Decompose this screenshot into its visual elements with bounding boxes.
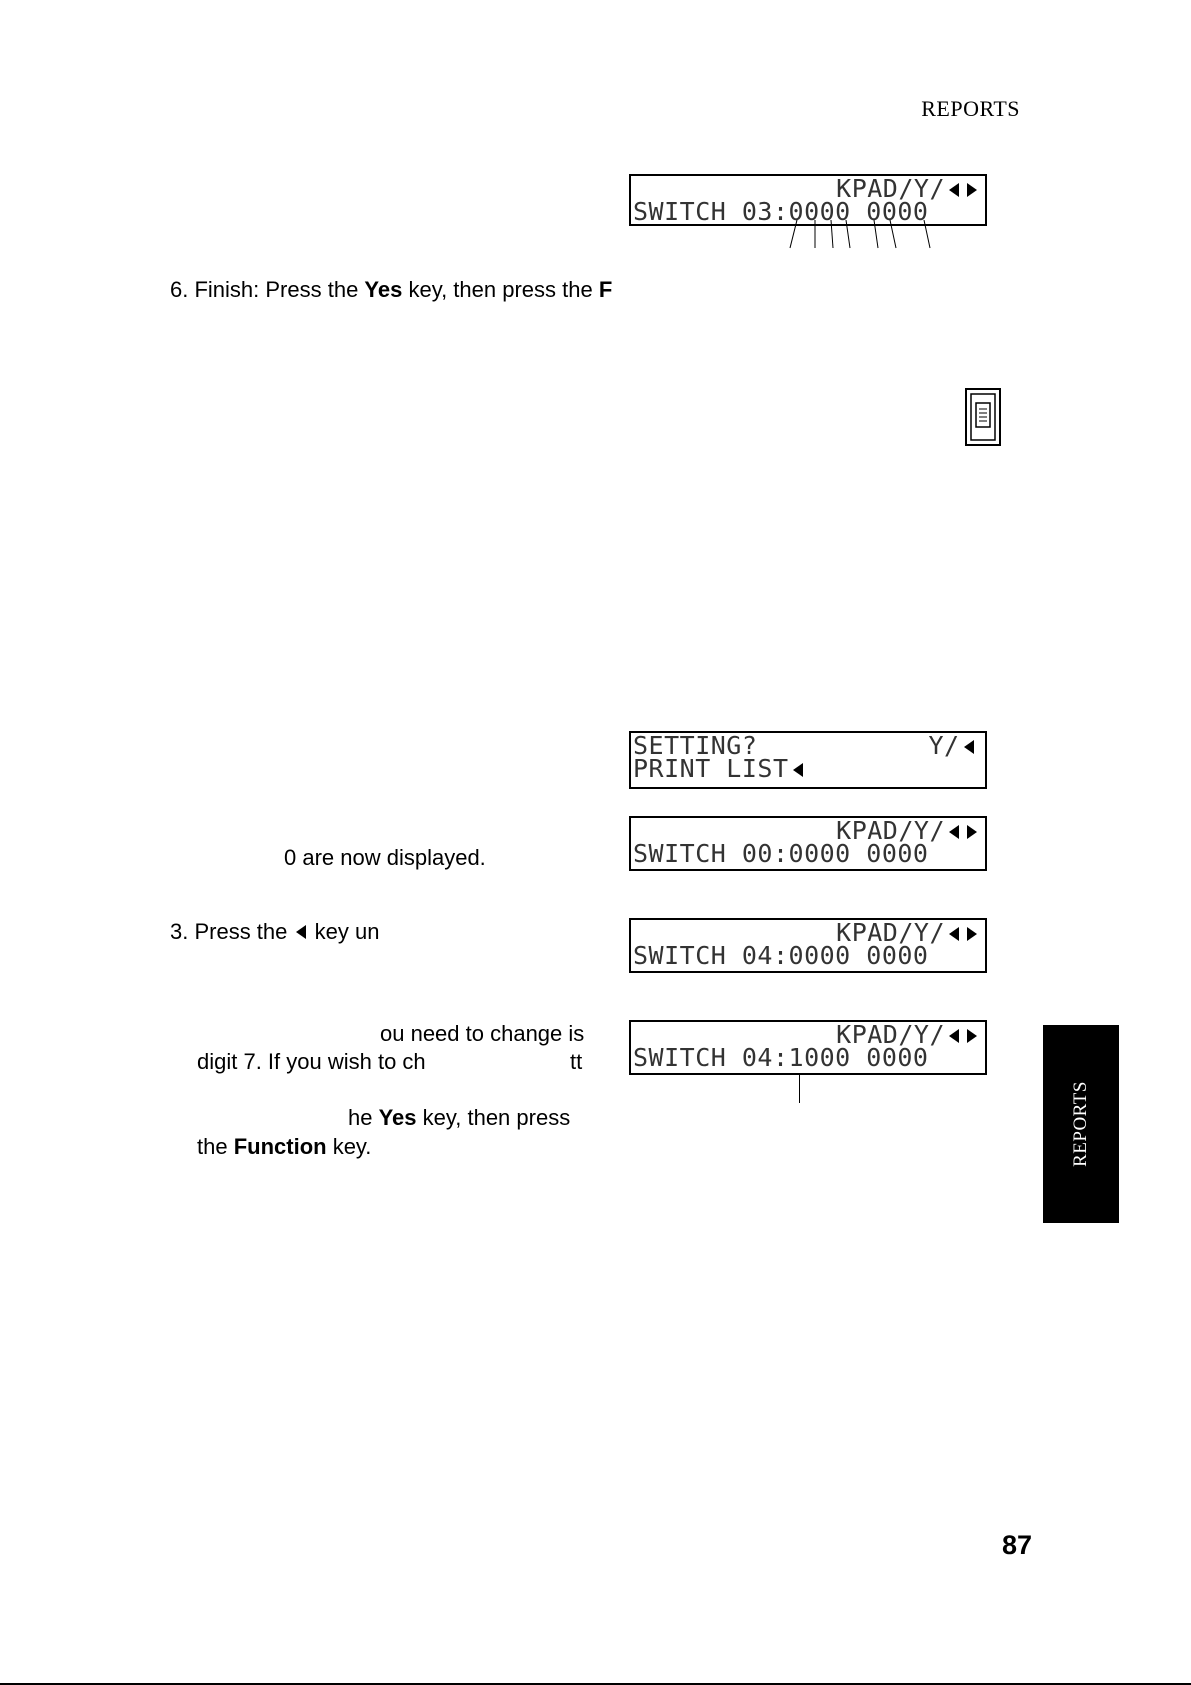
step5-line2: the Function key.: [197, 1134, 372, 1159]
right-arrow-icon: [967, 1029, 977, 1043]
lcd-line1: KPAD/Y/: [836, 174, 945, 203]
yes-key-label: Yes: [364, 277, 403, 302]
left-arrow-icon: [793, 763, 803, 777]
lcd-line1: KPAD/Y/: [836, 1020, 945, 1049]
lcd-line2: SWITCH 04:1000 0000: [633, 1043, 929, 1072]
yes-key-label: Yes: [378, 1105, 417, 1130]
lcd-line1: KPAD/Y/: [836, 816, 945, 845]
right-arrow-icon: [967, 183, 977, 197]
tt-fragment: tt: [570, 1049, 583, 1074]
left-arrow-icon: [949, 927, 959, 941]
change-fragment: ou need to change is: [380, 1021, 585, 1046]
right-arrow-icon: [967, 825, 977, 839]
left-arrow-icon: [949, 825, 959, 839]
lcd-line2: PRINT LIST: [633, 754, 789, 783]
lcd-line2: SWITCH 00:0000 0000: [633, 839, 929, 868]
document-binder-icon: [965, 388, 1001, 446]
lcd-display-switch04: [629, 918, 987, 973]
running-header: REPORTS: [921, 96, 1020, 121]
step3-text: 3. Press the key un: [170, 919, 380, 944]
page-number: 87: [1001, 1530, 1032, 1560]
bit-pointer-lines: [780, 220, 940, 250]
step5-line1: he Yes key, then press: [348, 1105, 571, 1130]
lcd-display-switch03: [629, 174, 987, 226]
lcd-line1: KPAD/Y/: [836, 918, 945, 947]
left-arrow-key-icon: [296, 925, 306, 939]
side-tab-label: REPORTS: [1070, 1081, 1091, 1167]
function-key-label: Function: [233, 1134, 327, 1159]
function-key-label: F: [598, 277, 613, 302]
displayed-text: 0 are now displayed.: [284, 845, 486, 870]
bit-pointer-line: [799, 1075, 800, 1103]
lcd-line2: SWITCH 04:0000 0000: [633, 941, 929, 970]
left-arrow-icon: [949, 183, 959, 197]
digit-fragment: digit 7. If you wish to ch: [197, 1049, 426, 1074]
right-arrow-icon: [967, 927, 977, 941]
lcd-line1: SETTING? Y/: [633, 731, 960, 760]
left-arrow-icon: [949, 1029, 959, 1043]
lcd-display-setting: [629, 731, 987, 789]
step6-text: 6. Finish: Press the Yes key, then press the F: [170, 277, 613, 302]
section-side-tab: [1043, 1025, 1119, 1223]
lcd-display-switch00: [629, 816, 987, 871]
lcd-line2: SWITCH 03:0000 0000: [633, 197, 929, 226]
left-arrow-icon: [964, 740, 974, 754]
lcd-display-switch04-changed: [629, 1020, 987, 1075]
